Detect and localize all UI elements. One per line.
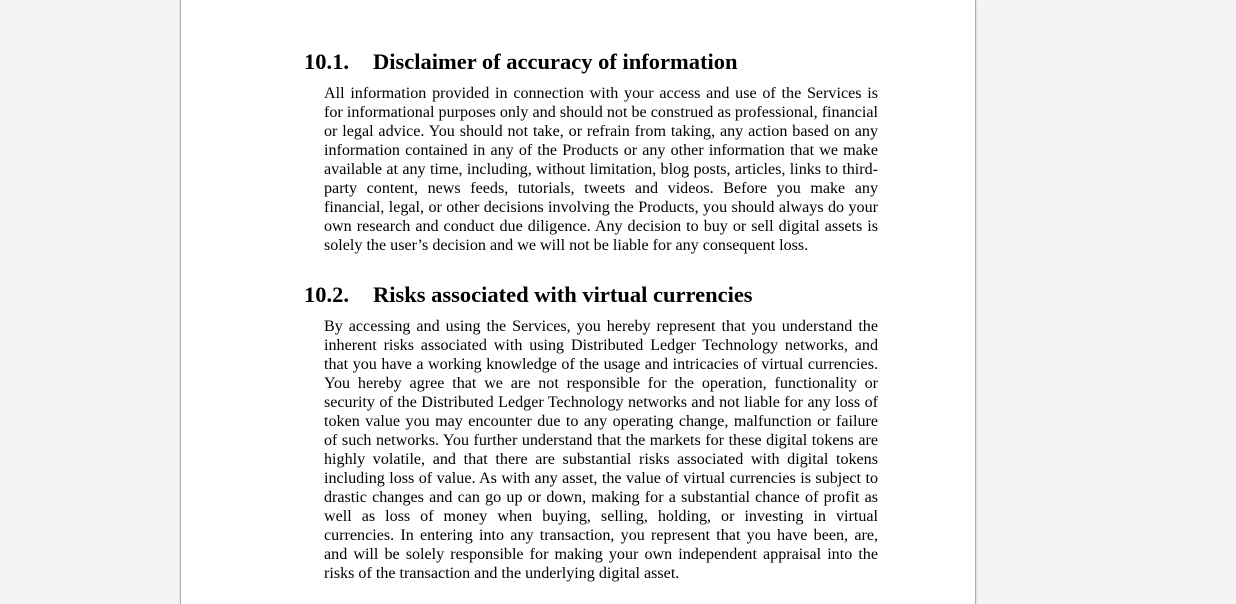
section-body: All information provided in connection with your access and use of the Services is for informational purposes only and should not be construed as professional, financial or legal advice. You should not take, or refrain from taking, any action based on any information contained in any of the Products or any other information that we make available at any time, including, without limitation, blog posts, articles, links to third-party content, news feeds, tutorials, tweets and videos. Before you make any financial, legal, or other decisions involving the Products, you should always do your own research and conduct due diligence. Any decision to buy or sell digital assets is solely the user’s decision and we will not be liable for any consequent loss. xyxy=(324,85,878,254)
section-heading xyxy=(304,282,879,308)
section-disclaimer xyxy=(304,49,879,255)
section-title: Disclaimer of accuracy of information xyxy=(373,49,738,74)
document-page xyxy=(181,0,975,604)
section-number: 10.1. xyxy=(304,49,349,74)
section-number: 10.2. xyxy=(304,282,349,307)
section-title: Risks associated with virtual currencies xyxy=(373,282,753,307)
section-risks xyxy=(304,282,879,583)
section-body: By accessing and using the Services, you hereby represent that you understand the inherent risks associated with using Distributed Ledger Technology networks, and that you have a working knowledge of the usage and intricacies of virtual currencies. You hereby agree that we are not responsible for the operation, functionality or security of the Distributed Ledger Technology networks and not liable for any loss of token value you may encounter due to any operating change, malfunction or failure of such networks. You further understand that the markets for these digital tokens are highly volatile, and that there are substantial risks associated with digital tokens including loss of value. As with any asset, the value of virtual currencies is subject to drastic changes and can go up or down, making for a substantial chance of profit as well as loss of money when buying, selling, holding, or investing in virtual currencies. In entering into any transaction, you represent that you have been, are, and will be solely responsible for making your own independent appraisal into the risks of the transaction and the underlying digital asset. xyxy=(324,318,878,582)
section-heading xyxy=(304,49,879,75)
